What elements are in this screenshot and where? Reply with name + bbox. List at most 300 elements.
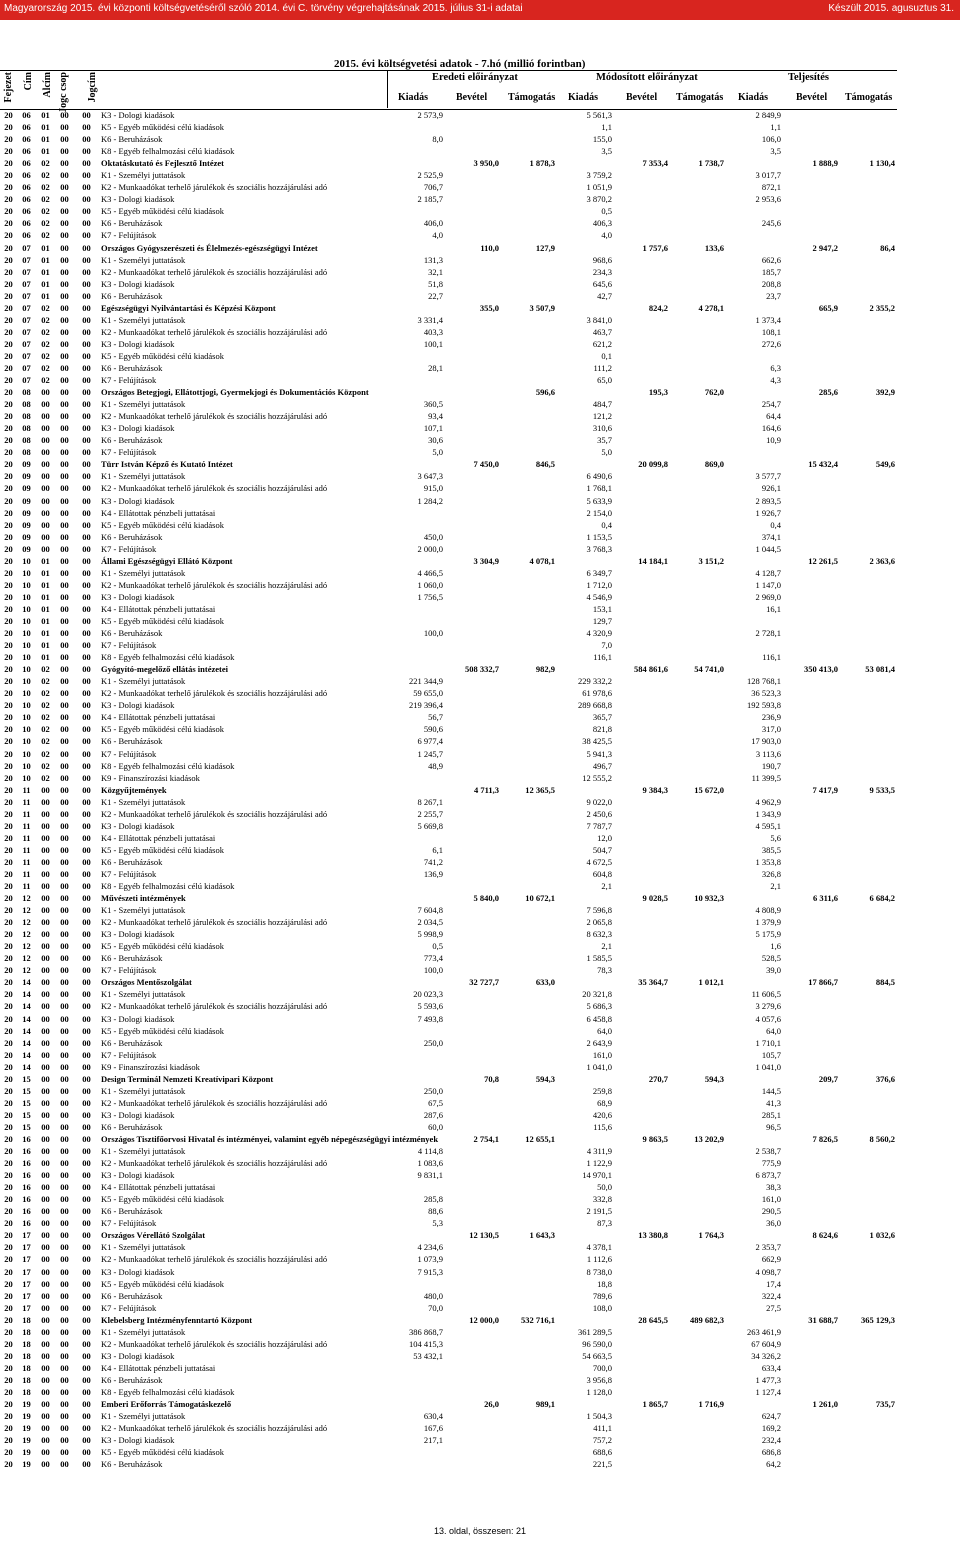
cim-cell: 06: [22, 134, 31, 145]
modositott-bevetel-cell: [614, 350, 670, 362]
eredeti-tamogatas-cell: [501, 422, 557, 434]
jogcsop-cell: 00: [60, 567, 69, 578]
fejezet-cell: 20: [4, 375, 13, 386]
eredeti-bevetel-cell: [445, 1049, 501, 1061]
modositott-tamogatas-cell: [670, 1145, 726, 1157]
eredeti-bevetel-cell: 3 304,9: [473, 555, 499, 566]
alcim-cell: 00: [41, 531, 50, 542]
description-cell: K8 - Egyéb felhalmozási célú kiadások: [101, 760, 235, 771]
table-row: [0, 446, 897, 458]
eredeti-bevetel-cell: [445, 880, 501, 892]
teljesites-kiadas-cell: [726, 157, 783, 169]
fejezet-cell: 20: [4, 712, 13, 723]
jogcim-cell: 00: [82, 158, 91, 169]
table-row: [0, 880, 897, 892]
cim-cell: 10: [22, 688, 31, 699]
header-divider: [387, 70, 388, 108]
modositott-tamogatas-cell: [670, 1278, 726, 1290]
eredeti-bevetel-cell: [445, 278, 501, 290]
teljesites-kiadas-cell: 36,0: [766, 1218, 781, 1229]
teljesites-bevetel-cell: 665,9: [818, 302, 838, 313]
teljesites-tamogatas-cell: [840, 952, 897, 964]
table-row: [0, 1157, 897, 1169]
eredeti-bevetel-cell: [445, 603, 501, 615]
teljesites-kiadas-cell: 4 128,7: [755, 567, 781, 578]
jogcsop-cell: 00: [60, 736, 69, 747]
teljesites-kiadas-cell: [726, 458, 783, 470]
alcim-cell: 00: [41, 447, 50, 458]
cim-cell: 18: [22, 1338, 31, 1349]
description-cell: K6 - Beruházások: [101, 1037, 163, 1048]
alcim-cell: 00: [41, 1374, 50, 1385]
eredeti-bevetel-cell: [445, 1013, 501, 1025]
eredeti-tamogatas-cell: 4 078,1: [529, 555, 555, 566]
eredeti-bevetel-cell: [445, 1326, 501, 1338]
alcim-cell: 00: [41, 917, 50, 928]
modositott-bevetel-cell: [614, 928, 670, 940]
cim-cell: 19: [22, 1423, 31, 1434]
teljesites-kiadas-cell: 4 808,9: [755, 905, 781, 916]
alcim-cell: 02: [41, 712, 50, 723]
modositott-kiadas-cell: [557, 302, 614, 314]
eredeti-bevetel-cell: 32 727,7: [469, 977, 499, 988]
table-row: [0, 1278, 897, 1290]
cim-cell: 11: [22, 808, 31, 819]
cim-cell: 16: [22, 1182, 31, 1193]
fejezet-cell: 20: [4, 929, 13, 940]
modositott-tamogatas-cell: [670, 410, 726, 422]
eredeti-tamogatas-cell: [501, 832, 557, 844]
jogcsop-cell: 00: [60, 423, 69, 434]
alcim-cell: 01: [41, 290, 50, 301]
cim-cell: 17: [22, 1230, 31, 1241]
eredeti-bevetel-cell: [445, 639, 501, 651]
teljesites-kiadas-cell: 164,6: [761, 423, 781, 434]
description-cell: K6 - Beruházások: [101, 531, 163, 542]
teljesites-bevetel-cell: [783, 1000, 840, 1012]
teljesites-kiadas-cell: [726, 1314, 783, 1326]
description-cell: Országos Betegjogi, Ellátottjogi, Gyermekjogi és Dokumentációs Központ: [101, 387, 369, 398]
alcim-cell: 00: [41, 459, 50, 470]
alcim-cell: 02: [41, 748, 50, 759]
jogcim-cell: 00: [82, 555, 91, 566]
fejezet-cell: 20: [4, 218, 13, 229]
modositott-tamogatas-cell: [670, 205, 726, 217]
table-row: [0, 410, 897, 422]
jogcim-cell: 00: [82, 736, 91, 747]
eredeti-bevetel-cell: [445, 1025, 501, 1037]
eredeti-kiadas-cell: [389, 784, 445, 796]
teljesites-bevetel-cell: [783, 1326, 840, 1338]
institution-row: [0, 784, 897, 796]
description-cell: K2 - Munkaadókat terhelő járulékok és szociális hozzájárulási adó: [101, 266, 328, 277]
jogcsop-cell: 00: [60, 844, 69, 855]
teljesites-kiadas-cell: 36 523,3: [751, 688, 781, 699]
description-cell: Egészségügyi Nyilvántartási és Képzési Központ: [101, 302, 276, 313]
jogcim-cell: 00: [82, 387, 91, 398]
eredeti-tamogatas-cell: [501, 651, 557, 663]
eredeti-bevetel-cell: [445, 266, 501, 278]
jogcim-cell: 00: [82, 640, 91, 651]
institution-row: [0, 1229, 897, 1241]
table-row: [0, 470, 897, 482]
teljesites-kiadas-cell: 185,7: [761, 266, 781, 277]
modositott-bevetel-cell: [614, 1362, 670, 1374]
fejezet-cell: 20: [4, 1447, 13, 1458]
cim-cell: 12: [22, 941, 31, 952]
eredeti-tamogatas-cell: 3 507,9: [529, 302, 555, 313]
description-cell: K5 - Egyéb működési célú kiadások: [101, 1025, 224, 1036]
cim-cell: 15: [22, 1085, 31, 1096]
modositott-bevetel-cell: [614, 1037, 670, 1049]
eredeti-bevetel-cell: 2 754,1: [473, 1134, 499, 1144]
jogcim-cell: 00: [82, 1242, 91, 1253]
eredeti-kiadas-cell: 93,4: [428, 411, 443, 422]
header-alcim: Alcím: [42, 72, 53, 98]
jogcim-cell: 00: [82, 1170, 91, 1181]
eredeti-bevetel-cell: [445, 735, 501, 747]
jogcim-cell: 00: [82, 808, 91, 819]
table-row: [0, 1241, 897, 1253]
modositott-kiadas-cell: 18,8: [597, 1278, 612, 1289]
teljesites-tamogatas-cell: [840, 1386, 897, 1398]
cim-cell: 16: [22, 1218, 31, 1229]
modositott-kiadas-cell: [557, 1398, 614, 1410]
modositott-tamogatas-cell: [670, 1181, 726, 1193]
fejezet-cell: 20: [4, 1338, 13, 1349]
cim-cell: 07: [22, 302, 31, 313]
eredeti-tamogatas-cell: [501, 338, 557, 350]
teljesites-bevetel-cell: [783, 591, 840, 603]
eredeti-kiadas-cell: 56,7: [428, 712, 443, 723]
description-cell: K3 - Dologi kiadások: [101, 820, 175, 831]
eredeti-kiadas-cell: 51,8: [428, 278, 443, 289]
modositott-tamogatas-cell: [670, 1290, 726, 1302]
modositott-tamogatas-cell: [670, 1266, 726, 1278]
fejezet-cell: 20: [4, 1423, 13, 1434]
eredeti-tamogatas-cell: [501, 362, 557, 374]
modositott-tamogatas-cell: [670, 603, 726, 615]
jogcim-cell: 00: [82, 1049, 91, 1060]
modositott-tamogatas-cell: [670, 880, 726, 892]
teljesites-bevetel-cell: [783, 531, 840, 543]
eredeti-kiadas-cell: 4 114,8: [417, 1146, 443, 1157]
jogcim-cell: 00: [82, 905, 91, 916]
description-cell: K6 - Beruházások: [101, 435, 163, 446]
modositott-tamogatas-cell: [670, 808, 726, 820]
modositott-bevetel-cell: [614, 266, 670, 278]
teljesites-bevetel-cell: [783, 1205, 840, 1217]
cim-cell: 09: [22, 543, 31, 554]
eredeti-bevetel-cell: [445, 675, 501, 687]
description-cell: K7 - Felújítások: [101, 640, 157, 651]
modositott-bevetel-cell: [614, 543, 670, 555]
description-cell: K1 - Személyi juttatások: [101, 567, 186, 578]
eredeti-bevetel-cell: [445, 386, 501, 398]
jogcsop-cell: 00: [60, 1049, 69, 1060]
jogcsop-cell: 00: [60, 350, 69, 361]
teljesites-tamogatas-cell: [840, 519, 897, 531]
teljesites-tamogatas-cell: [840, 278, 897, 290]
teljesites-bevetel-cell: 285,6: [818, 387, 838, 398]
fejezet-cell: 20: [4, 338, 13, 349]
modositott-kiadas-cell: 50,0: [597, 1182, 612, 1193]
alcim-cell: 00: [41, 1001, 50, 1012]
teljesites-tamogatas-cell: [840, 266, 897, 278]
table-row: [0, 1000, 897, 1012]
teljesites-tamogatas-cell: [840, 615, 897, 627]
eredeti-bevetel-cell: [445, 1241, 501, 1253]
teljesites-kiadas-cell: 1,6: [770, 941, 781, 952]
modositott-bevetel-cell: [614, 1350, 670, 1362]
eredeti-bevetel-cell: [445, 1350, 501, 1362]
modositott-kiadas-cell: 64,0: [597, 1025, 612, 1036]
teljesites-bevetel-cell: 15 432,4: [808, 459, 838, 470]
eredeti-kiadas-cell: 1 083,6: [417, 1158, 443, 1169]
cim-cell: 08: [22, 387, 31, 398]
cim-cell: 10: [22, 664, 31, 675]
modositott-tamogatas-cell: [670, 772, 726, 784]
description-cell: K5 - Egyéb működési célú kiadások: [101, 941, 224, 952]
alcim-cell: 00: [41, 471, 50, 482]
table-row: [0, 482, 897, 494]
description-cell: K8 - Egyéb felhalmozási célú kiadások: [101, 881, 235, 892]
eredeti-bevetel-cell: [445, 747, 501, 759]
cim-cell: 10: [22, 724, 31, 735]
eredeti-tamogatas-cell: [501, 266, 557, 278]
modositott-bevetel-cell: [614, 1049, 670, 1061]
modositott-bevetel-cell: [614, 579, 670, 591]
teljesites-kiadas-cell: [726, 1133, 783, 1145]
description-cell: K2 - Munkaadókat terhelő járulékok és szociális hozzájárulási adó: [101, 1097, 328, 1108]
teljesites-kiadas-cell: 3,5: [770, 146, 781, 157]
modositott-tamogatas-cell: [670, 133, 726, 145]
teljesites-kiadas-cell: 11 606,5: [751, 989, 781, 1000]
teljesites-tamogatas-cell: [840, 217, 897, 229]
eredeti-tamogatas-cell: [501, 916, 557, 928]
fejezet-cell: 20: [4, 1085, 13, 1096]
jogcim-cell: 00: [82, 664, 91, 675]
alcim-cell: 01: [41, 254, 50, 265]
fejezet-cell: 20: [4, 158, 13, 169]
eredeti-tamogatas-cell: [501, 1422, 557, 1434]
modositott-bevetel-cell: [614, 410, 670, 422]
eredeti-bevetel-cell: 355,0: [479, 302, 499, 313]
teljesites-kiadas-cell: 1 373,4: [755, 314, 781, 325]
cim-cell: 12: [22, 965, 31, 976]
modositott-bevetel-cell: [614, 217, 670, 229]
jogcsop-cell: 00: [60, 170, 69, 181]
alcim-cell: 02: [41, 338, 50, 349]
teljesites-kiadas-cell: 3 577,7: [755, 471, 781, 482]
jogcsop-cell: 00: [60, 1206, 69, 1217]
fejezet-cell: 20: [4, 977, 13, 988]
modositott-kiadas-cell: [557, 1314, 614, 1326]
teljesites-bevetel-cell: [783, 988, 840, 1000]
eredeti-bevetel-cell: [445, 1266, 501, 1278]
eredeti-tamogatas-cell: [501, 1145, 557, 1157]
eredeti-bevetel-cell: [445, 338, 501, 350]
teljesites-tamogatas-cell: [840, 1290, 897, 1302]
page-number: 13. oldal, összesen: 21: [433, 1526, 527, 1536]
modositott-tamogatas-cell: [670, 1169, 726, 1181]
modositott-kiadas-cell: 1 051,9: [586, 182, 612, 193]
teljesites-bevetel-cell: [783, 772, 840, 784]
fejezet-cell: 20: [4, 989, 13, 1000]
teljesites-bevetel-cell: [783, 1121, 840, 1133]
eredeti-kiadas-cell: 100,0: [423, 628, 443, 639]
table-row: [0, 964, 897, 976]
modositott-tamogatas-cell: [670, 1109, 726, 1121]
jogcsop-cell: 00: [60, 435, 69, 446]
eredeti-bevetel-cell: [445, 362, 501, 374]
teljesites-tamogatas-cell: [840, 507, 897, 519]
eredeti-tamogatas-cell: [501, 964, 557, 976]
modositott-kiadas-cell: 96 590,0: [582, 1338, 612, 1349]
alcim-cell: 02: [41, 688, 50, 699]
institution-row: [0, 663, 897, 675]
cim-cell: 12: [22, 917, 31, 928]
teljesites-tamogatas-cell: [840, 1410, 897, 1422]
table-row: [0, 687, 897, 699]
eredeti-bevetel-cell: [445, 519, 501, 531]
teljesites-tamogatas-cell: [840, 699, 897, 711]
modositott-bevetel-cell: 9 028,5: [642, 893, 668, 904]
modositott-kiadas-cell: 406,3: [592, 218, 612, 229]
teljesites-tamogatas-cell: [840, 1302, 897, 1314]
eredeti-tamogatas-cell: [501, 326, 557, 338]
cim-cell: 18: [22, 1350, 31, 1361]
teljesites-kiadas-cell: 67 604,9: [751, 1338, 781, 1349]
description-cell: K7 - Felújítások: [101, 868, 157, 879]
teljesites-tamogatas-cell: [840, 434, 897, 446]
description-cell: K6 - Beruházások: [101, 363, 163, 373]
jogcim-cell: 00: [82, 1146, 91, 1157]
teljesites-tamogatas-cell: 8 560,2: [869, 1134, 895, 1144]
teljesites-kiadas-cell: 17 903,0: [751, 736, 781, 747]
jogcsop-cell: 00: [60, 1218, 69, 1229]
modositott-bevetel-cell: [614, 338, 670, 350]
table-row: [0, 338, 897, 350]
modositott-bevetel-cell: [614, 1253, 670, 1265]
modositott-bevetel-cell: [614, 675, 670, 687]
eredeti-tamogatas-cell: [501, 434, 557, 446]
description-cell: K2 - Munkaadókat terhelő járulékok és szociális hozzájárulási adó: [101, 483, 328, 494]
teljesites-kiadas-cell: [726, 639, 783, 651]
modositott-kiadas-cell: 2 154,0: [586, 507, 612, 518]
jogcim-cell: 00: [82, 784, 91, 795]
alcim-cell: 02: [41, 158, 50, 169]
alcim-cell: 02: [41, 700, 50, 711]
modositott-bevetel-cell: 20 099,8: [638, 459, 668, 470]
jogcim-cell: 00: [82, 266, 91, 277]
description-cell: K1 - Személyi juttatások: [101, 314, 186, 325]
teljesites-kiadas-cell: 1 044,5: [755, 543, 781, 554]
alcim-cell: 00: [41, 1109, 50, 1120]
teljesites-tamogatas-cell: [840, 844, 897, 856]
group-eredeti: Eredeti előirányzat: [432, 72, 518, 83]
fejezet-cell: 20: [4, 555, 13, 566]
modositott-tamogatas-cell: 54 741,0: [694, 664, 724, 675]
modositott-kiadas-cell: 504,7: [592, 844, 612, 855]
fejezet-cell: 20: [4, 543, 13, 554]
description-cell: K2 - Munkaadókat terhelő járulékok és szociális hozzájárulási adó: [101, 1254, 328, 1265]
modositott-bevetel-cell: 1 865,7: [642, 1399, 668, 1410]
teljesites-tamogatas-cell: [840, 832, 897, 844]
modositott-kiadas-cell: 4 672,5: [586, 856, 612, 867]
report-date: Készült 2015. agusuztus 31.: [828, 3, 954, 14]
cim-cell: 10: [22, 700, 31, 711]
modositott-kiadas-cell: 161,0: [592, 1049, 612, 1060]
teljesites-kiadas-cell: 96,5: [766, 1121, 781, 1132]
modositott-tamogatas-cell: [670, 832, 726, 844]
eredeti-tamogatas-cell: 633,0: [535, 977, 555, 988]
teljesites-bevetel-cell: 209,7: [818, 1073, 838, 1084]
jogcsop-cell: 00: [60, 929, 69, 940]
modositott-tamogatas-cell: [670, 627, 726, 639]
description-cell: K6 - Beruházások: [101, 856, 163, 867]
teljesites-tamogatas-cell: [840, 495, 897, 507]
jogcsop-cell: 00: [60, 1326, 69, 1337]
description-cell: K3 - Dologi kiadások: [101, 1435, 175, 1446]
teljesites-bevetel-cell: [783, 326, 840, 338]
cim-cell: 17: [22, 1242, 31, 1253]
jogcim-cell: 00: [82, 1121, 91, 1132]
teljesites-tamogatas-cell: [840, 205, 897, 217]
fejezet-cell: 20: [4, 820, 13, 831]
modositott-bevetel-cell: [614, 772, 670, 784]
jogcsop-cell: 00: [60, 893, 69, 904]
fejezet-cell: 20: [4, 832, 13, 843]
cim-cell: 08: [22, 411, 31, 422]
eredeti-bevetel-cell: [445, 856, 501, 868]
alcim-cell: 00: [41, 1134, 50, 1144]
teljesites-kiadas-cell: 232,4: [761, 1435, 781, 1446]
teljesites-kiadas-cell: 1 353,8: [755, 856, 781, 867]
jogcim-cell: 00: [82, 350, 91, 361]
teljesites-tamogatas-cell: [840, 1109, 897, 1121]
jogcim-cell: 00: [82, 459, 91, 470]
eredeti-tamogatas-cell: [501, 808, 557, 820]
jogcim-cell: 00: [82, 242, 91, 253]
teljesites-tamogatas-cell: [840, 856, 897, 868]
teljesites-kiadas-cell: 64,4: [766, 411, 781, 422]
description-cell: K1 - Személyi juttatások: [101, 1326, 186, 1337]
description-cell: K6 - Beruházások: [101, 736, 163, 747]
modositott-bevetel-cell: [614, 434, 670, 446]
teljesites-kiadas-cell: 11 399,5: [751, 772, 781, 783]
eredeti-tamogatas-cell: [501, 1205, 557, 1217]
eredeti-tamogatas-cell: [501, 495, 557, 507]
jogcsop-cell: 00: [60, 1374, 69, 1385]
institution-row: [0, 386, 897, 398]
teljesites-kiadas-cell: 27,5: [766, 1302, 781, 1313]
teljesites-bevetel-cell: 350 413,0: [804, 664, 838, 675]
eredeti-bevetel-cell: 26,0: [484, 1399, 499, 1410]
modositott-bevetel-cell: [614, 639, 670, 651]
eredeti-bevetel-cell: [445, 1097, 501, 1109]
teljesites-tamogatas-cell: [840, 1061, 897, 1073]
table-row: [0, 519, 897, 531]
eredeti-tamogatas-cell: [501, 1109, 557, 1121]
modositott-bevetel-cell: 1 757,6: [642, 242, 668, 253]
teljesites-tamogatas-cell: [840, 1326, 897, 1338]
jogcsop-cell: 00: [60, 579, 69, 590]
cim-cell: 07: [22, 314, 31, 325]
modositott-tamogatas-cell: [670, 1037, 726, 1049]
teljesites-tamogatas-cell: [840, 796, 897, 808]
description-cell: K1 - Személyi juttatások: [101, 471, 186, 482]
